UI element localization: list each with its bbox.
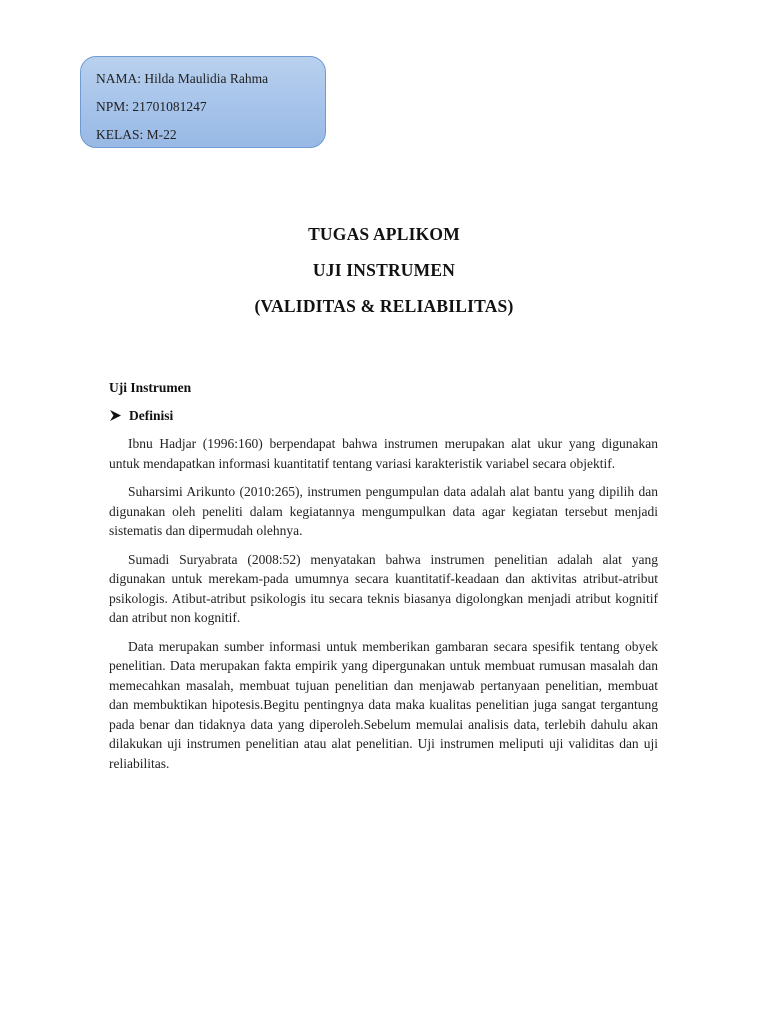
student-npm: NPM: 21701081247 — [96, 99, 207, 114]
student-info-box — [80, 56, 326, 148]
definition-bullet — [109, 406, 658, 425]
bullet-label: Definisi — [129, 408, 174, 423]
student-class: KELAS: M-22 — [96, 127, 177, 142]
arrowhead-bullet-icon — [109, 409, 122, 422]
student-name: NAMA: Hilda Maulidia Rahma — [96, 71, 269, 86]
paragraph-sumadi-suryabrata: Sumadi Suryabrata (2008:52) menyatakan bahwa instrumen penelitian adalah alat yang digunakan untuk merekam-pada umumnya secara kuantitatif-keadaan dan aktivitas atribut-atribut psikologis. Atibut-atribut psikologis itu secara teknis biasanya digolongkan menjadi atribut kognitif dan atribut non kognitif. — [109, 551, 658, 625]
title-assignment: TUGAS APLIKOM — [308, 224, 460, 244]
paragraph-data-description: Data merupakan sumber informasi untuk memberikan gambaran secara spesifik tentang obyek penelitian. Data merupakan fakta empirik yang dipergunakan untuk membuat rumusan masalah dan memecahkan masalah, membuat tujuan penelitian dan menjawab pertanyaan penelitian, membuat dan membuktikan hipotesis.Begitu pentingnya data maka kualitas penelitian juga sangat tergantung pada benar dan tidaknya data yang diperoleh.Sebelum memulai analisis data, terlebih dahulu akan dilakukan uji instrumen penelitian atau alat penelitian. Uji instrumen meliputi uji validitas dan uji reliabilitas. — [109, 638, 658, 771]
section-heading: Uji Instrumen — [109, 380, 192, 395]
paragraph-ibnu-hadjar: Ibnu Hadjar (1996:160) berpendapat bahwa instrumen merupakan alat ukur yang digunakan untuk mendapatkan informasi kuantitatif tentang variasi karakteristik variabel secara objektif. — [109, 436, 658, 471]
document-body — [109, 378, 658, 782]
title-subtopic: (VALIDITAS & RELIABILITAS) — [254, 296, 514, 316]
title-topic: UJI INSTRUMEN — [312, 260, 456, 280]
paragraph-suharsimi-arikunto: Suharsimi Arikunto (2010:265), instrumen pengumpulan data adalah alat bantu yang dipilih dan digunakan oleh peneliti dalam kegiatannya mengumpulkan data agar kegiatan tersebut menjadi sistematis dan dipermudah olehnya. — [109, 484, 658, 538]
document-title-block — [0, 216, 768, 324]
